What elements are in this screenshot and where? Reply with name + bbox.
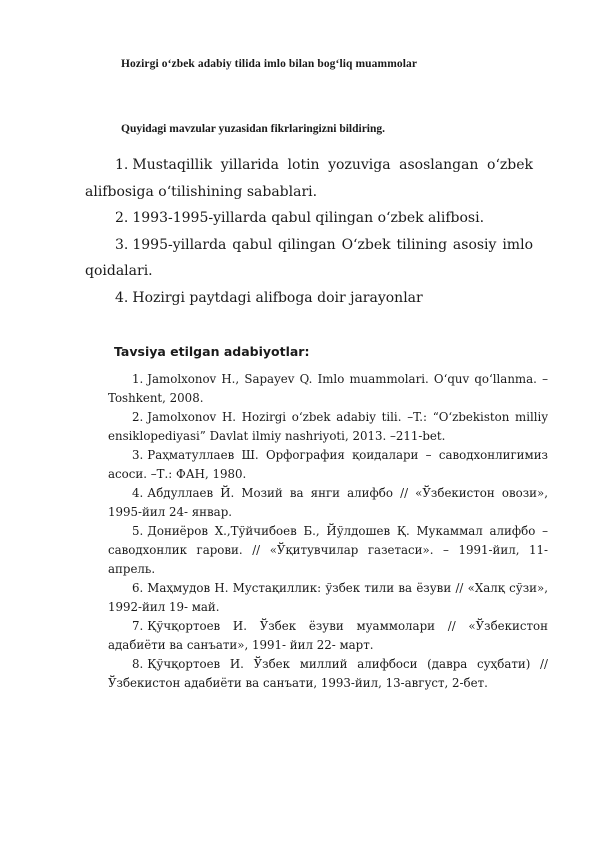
reference-item-number: 2. — [132, 410, 144, 424]
question-item — [85, 285, 533, 312]
question-item-number: 2. — [115, 210, 129, 226]
reference-item — [108, 522, 548, 579]
references-list — [108, 370, 548, 693]
reference-item-number: 4. — [132, 486, 144, 500]
reference-item — [108, 408, 548, 446]
reference-item — [108, 655, 548, 693]
document-title: Hozirgi o‘zbek adabiy tilida imlo bilan bog‘liq muammolar — [121, 58, 418, 70]
reference-item — [108, 370, 548, 408]
question-item-text: Hozirgi paytdagi alifboga doir jarayonlar — [132, 289, 423, 306]
reference-item-number: 8. — [132, 657, 144, 671]
question-item-number: 3. — [115, 236, 129, 253]
reference-item-text: Jamolxonov H. Hozirgi o‘zbek adabiy tili. –T.: “O‘zbekiston milliy ensiklopediyasi” Davlat ilmiy nashriyoti, 2013. –211-bet. — [108, 410, 548, 443]
reference-item-text: Маҳмудов Н. Мустақиллик: ўзбек тили ва ёзуви // «Халқ сўзи», 1992-йил 19- май. — [108, 581, 548, 614]
reference-item-number: 5. — [132, 524, 144, 538]
question-item-text: 1995-yillarda qabul qilingan O‘zbek tilining asosiy imlo qoidalari. — [85, 236, 533, 279]
reference-item-text: Қўчқортоев И. Ўзбек ёзуви муаммолари // «Ўзбекистон адабиёти ва санъати», 1991- йил 22- март. — [108, 619, 548, 652]
question-item — [85, 152, 533, 205]
reference-item — [108, 446, 548, 484]
reference-item — [108, 579, 548, 617]
reference-item-text: Jamolxonov H., Sapayev Q. Imlo muammolari. O‘quv qo‘llanma. – Toshkent, 2008. — [108, 372, 548, 405]
question-item — [85, 205, 533, 232]
question-item-number: 4. — [115, 289, 129, 306]
reference-item-text: Қўчқортоев И. Ўзбек миллий алифбоси (давра суҳбати) //Ўзбекистон адабиёти ва санъати, 1993-йил, 13-август, 2-бет. — [108, 657, 548, 690]
reference-item-number: 3. — [132, 448, 144, 462]
reference-item-text: Абдуллаев Й. Мозий ва янги алифбо // «Ўзбекистон овози», 1995-йил 24- январ. — [108, 486, 548, 519]
reference-item-number: 7. — [132, 619, 144, 633]
reference-item — [108, 617, 548, 655]
instruction-text: Quyidagi mavzular yuzasidan fikrlaringizni bildiring. — [121, 123, 386, 135]
question-item — [85, 232, 533, 285]
question-item-number: 1. — [115, 157, 129, 173]
question-list — [85, 152, 533, 311]
question-item-text: 1993-1995-yillarda qabul qilingan o‘zbek alifbosi. — [132, 210, 485, 226]
reference-item-number: 6. — [132, 581, 144, 595]
question-item-text: Mustaqillik yillarida lotin yozuviga asoslangan o‘zbek alifbosiga o‘tilishining sabablari. — [85, 157, 533, 200]
reference-item — [108, 484, 548, 522]
references-heading: Tavsiya etilgan adabiyotlar: — [114, 344, 310, 359]
reference-item-text: Раҳматуллаев Ш. Орфография қоидалари – саводхонлигимиз асоси. –Т.: ФАН, 1980. — [108, 448, 548, 481]
reference-item-number: 1. — [132, 372, 144, 386]
reference-item-text: Дониёров Х.,Тўйчибоев Б., Йўлдошев Қ. Мукаммал алифбо – саводхонлик гарови. // «Ўқитувчилар газетаси». – 1991-йил, 11-апрель. — [108, 524, 548, 576]
